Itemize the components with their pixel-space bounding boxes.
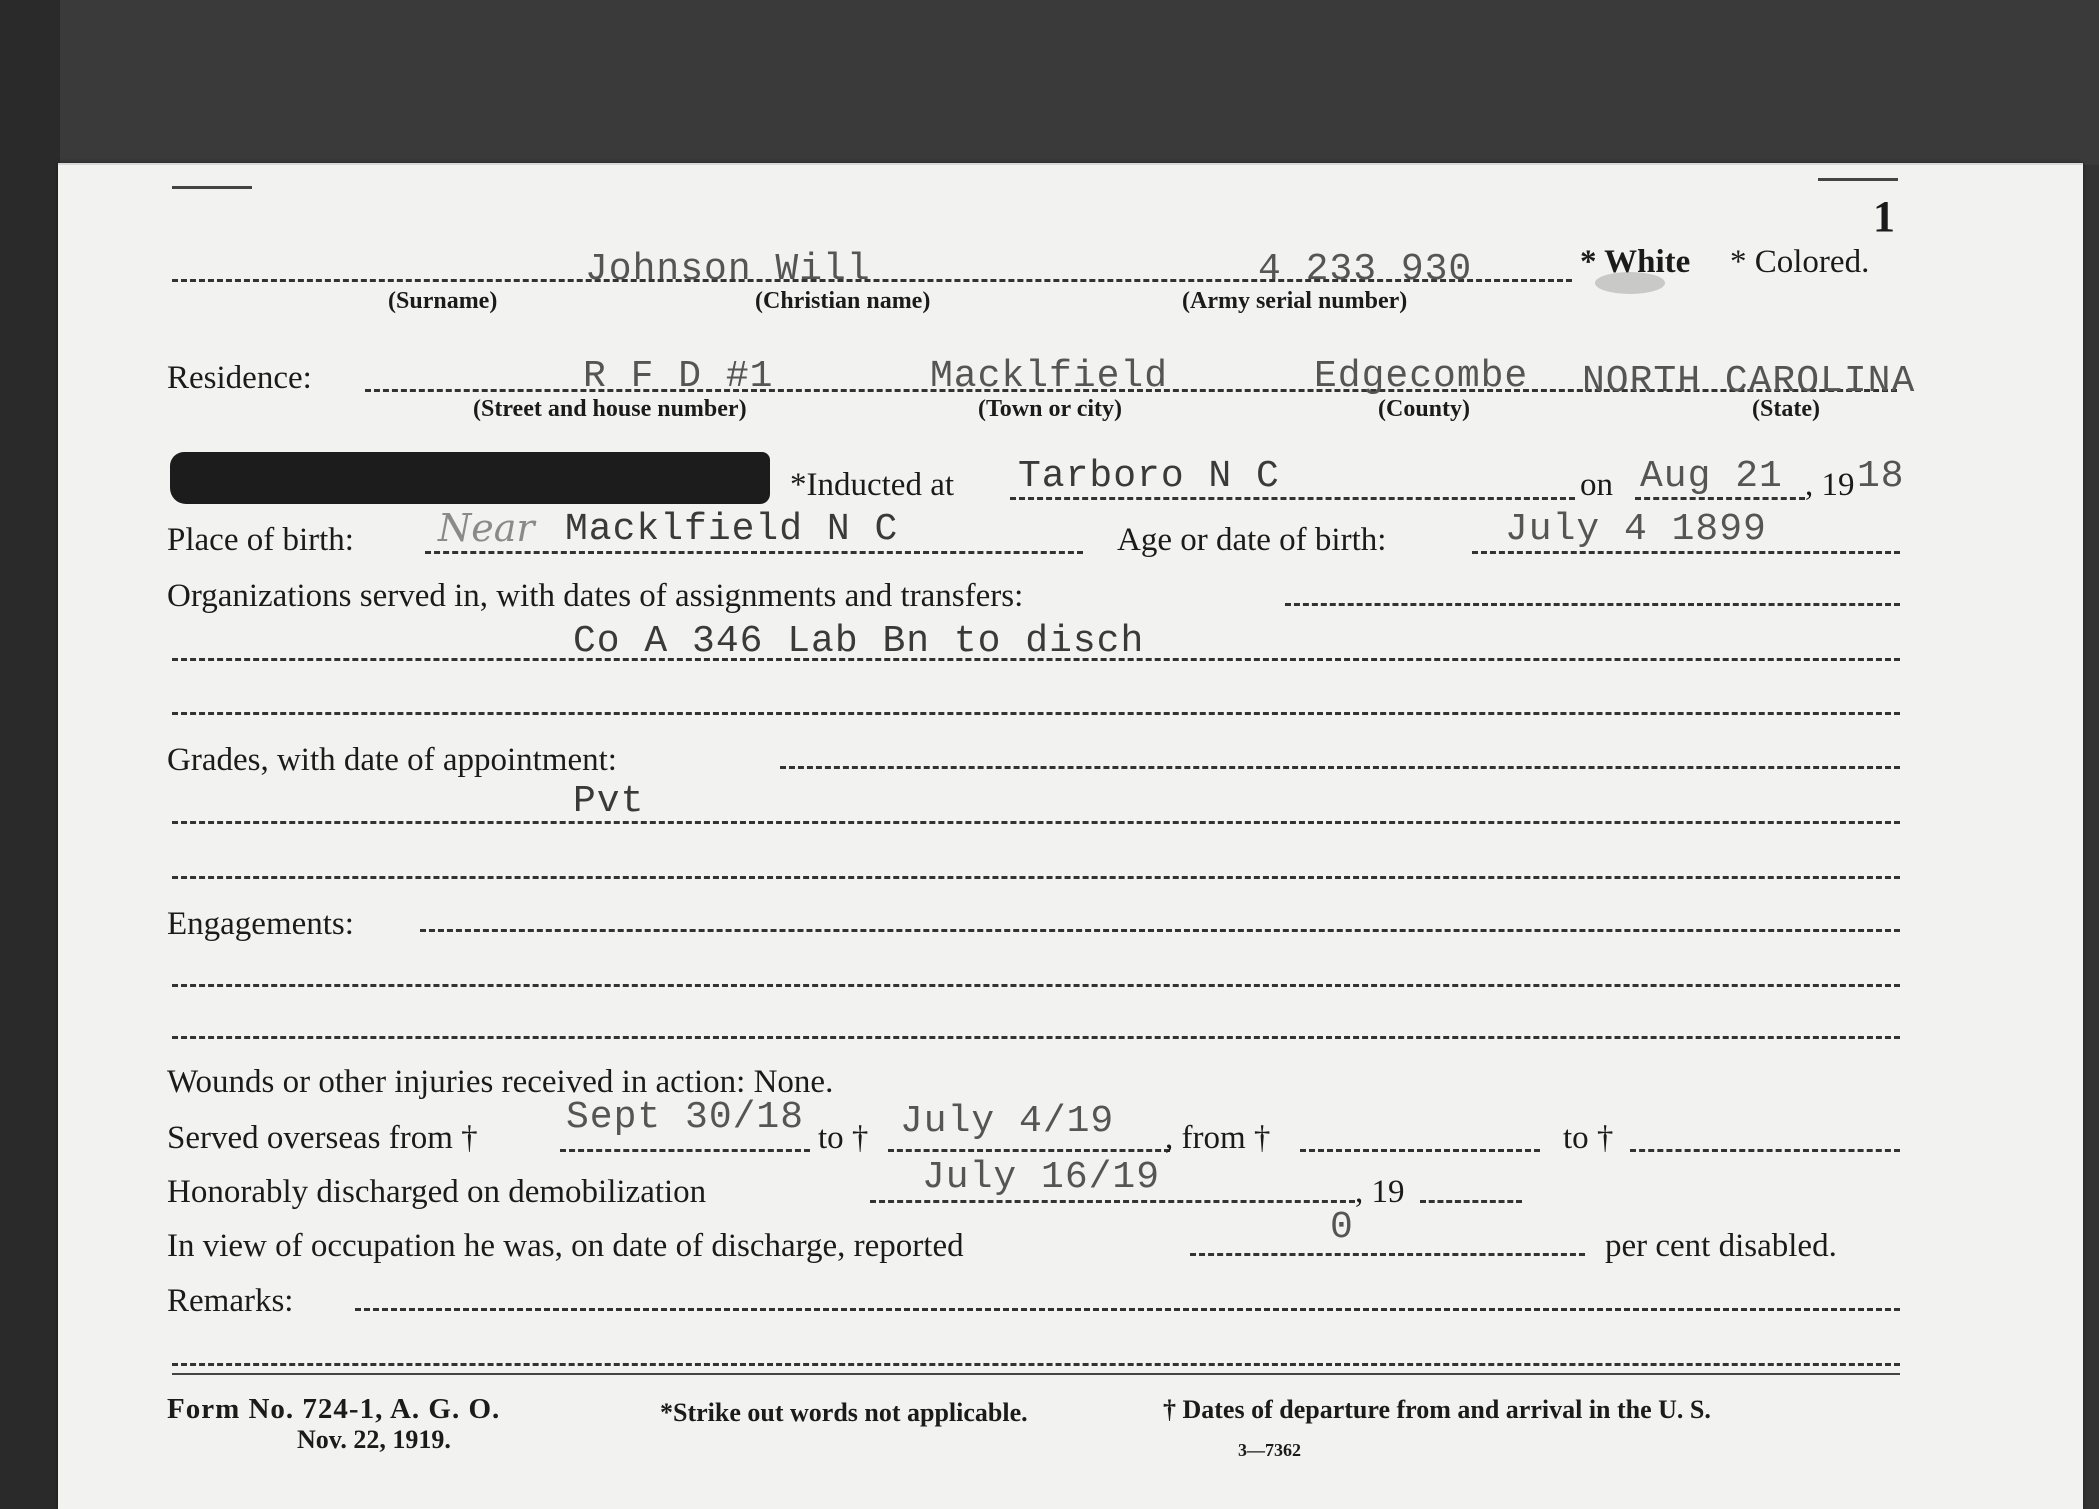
- grades-line-2: [172, 821, 1900, 824]
- induction-year-value: 18: [1857, 455, 1905, 498]
- organizations-line-3: [172, 712, 1900, 715]
- overseas-to-line: [888, 1149, 1170, 1152]
- engagements-line-3: [172, 1036, 1900, 1039]
- remarks-line-2: [172, 1363, 1900, 1366]
- disability-label: In view of occupation he was, on date of discharge, reported: [167, 1228, 964, 1264]
- strike-note: *Strike out words not applicable.: [660, 1398, 1028, 1427]
- inducted-label: *Inducted at: [790, 467, 955, 503]
- overseas-to-value: July 4/19: [900, 1100, 1115, 1143]
- wounds-label: Wounds or other injuries received in action: None.: [167, 1064, 834, 1100]
- grades-line-3: [172, 876, 1900, 879]
- white-option: * White: [1580, 244, 1691, 280]
- overseas-to-label: to †: [818, 1120, 869, 1156]
- remarks-label: Remarks:: [167, 1283, 294, 1319]
- place-of-birth-line: [425, 551, 1083, 554]
- serial-number-caption: (Army serial number): [1182, 288, 1408, 314]
- dates-note: † Dates of departure from and arrival in the U. S.: [1163, 1395, 1711, 1424]
- form-date: Nov. 22, 1919.: [297, 1425, 451, 1454]
- grades-line-1: [780, 766, 1900, 769]
- town-value: Macklfield: [930, 355, 1169, 398]
- serial-value: 4 233 930: [1258, 248, 1473, 291]
- overseas-label: Served overseas from †: [167, 1120, 478, 1156]
- county-caption: (County): [1378, 396, 1471, 422]
- discharge-year-suffix: , 19: [1355, 1174, 1405, 1210]
- discharge-year-line: [1420, 1200, 1522, 1203]
- overseas-from2-line: [1300, 1149, 1540, 1152]
- birth-date-line: [1472, 551, 1900, 554]
- footer-rule: [172, 1373, 1900, 1375]
- scan-backdrop-left: [0, 0, 60, 1509]
- discharge-date-line: [870, 1200, 1355, 1203]
- remarks-line-1: [355, 1308, 1900, 1311]
- inducted-place-value: Tarboro N C: [1018, 455, 1280, 498]
- town-caption: (Town or city): [978, 396, 1122, 422]
- overseas-from-line: [560, 1149, 810, 1152]
- on-label: on: [1580, 467, 1613, 503]
- street-value: R F D #1: [583, 355, 774, 398]
- disability-value: 0: [1330, 1206, 1354, 1249]
- overseas-to2-label: to †: [1563, 1120, 1614, 1156]
- ink-smudge: [1595, 272, 1665, 294]
- print-code: 3—7362: [1238, 1440, 1301, 1460]
- top-left-rule: [172, 186, 252, 189]
- name-value: Johnson Will: [585, 248, 871, 291]
- form-number: Form No. 724-1, A. G. O.: [167, 1393, 501, 1425]
- grades-label: Grades, with date of appointment:: [167, 742, 617, 778]
- scan-backdrop-top: [0, 0, 2099, 165]
- discharge-date-value: July 16/19: [922, 1156, 1161, 1199]
- organizations-line-1: [1285, 603, 1900, 606]
- top-right-rule: [1818, 178, 1898, 181]
- induction-date-value: Aug 21: [1640, 455, 1783, 498]
- discharge-label: Honorably discharged on demobilization: [167, 1174, 707, 1210]
- place-of-birth-value: Macklfield N C: [565, 508, 899, 551]
- christian-name-caption: (Christian name): [755, 288, 931, 314]
- year-prefix: , 19: [1805, 467, 1855, 503]
- place-of-birth-label: Place of birth:: [167, 522, 354, 558]
- organizations-value: Co A 346 Lab Bn to disch: [573, 620, 1145, 663]
- grades-value: Pvt: [573, 780, 645, 823]
- surname-caption: (Surname): [388, 288, 498, 314]
- street-caption: (Street and house number): [473, 396, 747, 422]
- overseas-from2-label: , from †: [1165, 1120, 1271, 1156]
- near-handwritten: Near: [438, 506, 535, 550]
- engagements-line-2: [172, 984, 1900, 987]
- engagements-label: Engagements:: [167, 906, 354, 942]
- disability-suffix: per cent disabled.: [1605, 1228, 1837, 1264]
- card-number: 1: [1873, 192, 1895, 241]
- engagements-line-1: [420, 929, 1900, 932]
- state-caption: (State): [1752, 396, 1820, 422]
- birth-date-value: July 4 1899: [1505, 508, 1767, 551]
- state-value: NORTH CAROLINA: [1582, 360, 1916, 403]
- disability-line: [1190, 1253, 1585, 1256]
- organizations-label: Organizations served in, with dates of assignments and transfers:: [167, 578, 1024, 614]
- card-top-edge: [58, 163, 2083, 165]
- overseas-from-value: Sept 30/18: [566, 1096, 805, 1139]
- colored-option: * Colored.: [1730, 244, 1870, 280]
- redaction-blot: [170, 452, 770, 504]
- age-label: Age or date of birth:: [1117, 522, 1387, 558]
- county-value: Edgecombe: [1314, 355, 1529, 398]
- overseas-to2-line: [1630, 1149, 1900, 1152]
- residence-label: Residence:: [167, 360, 312, 396]
